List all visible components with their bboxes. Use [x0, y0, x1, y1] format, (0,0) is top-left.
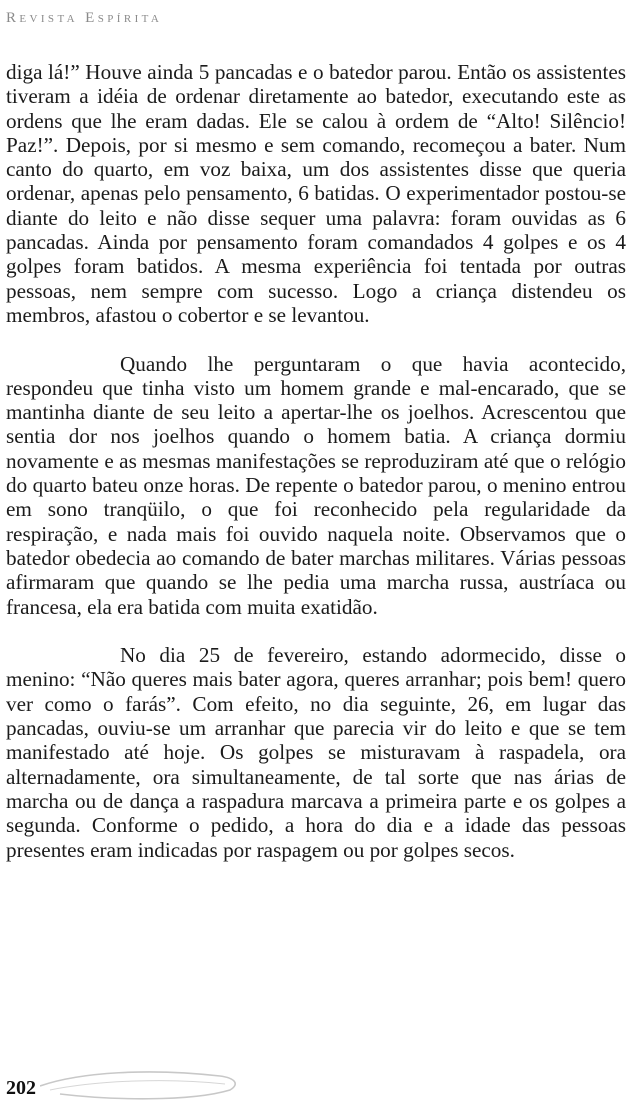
decorative-swoosh-icon [40, 1066, 240, 1102]
page-number: 202 [6, 1077, 36, 1099]
running-header: Revista Espírita [6, 10, 163, 26]
paragraph-3: No dia 25 de fevereiro, estando adormecido, disse o menino: “Não queres mais bater agora, queres arranhar; pois bem! quero ver como o farás”. Com efeito, no dia seguinte, 26, em lugar das pancadas, ouviu-se um arranhar que parecia vir do leito e que se tem manifestado até hoje. Os golpes se misturavam à raspadela, ora alternadamente, ora simultaneamente, de tal sorte que nas árias de marcha ou de dança a raspadura marcava a primeira parte e os golpes a segunda. Conforme o pedido, a hora do dia e a idade das pessoas presentes eram indicadas por raspagem ou por golpes secos. [6, 643, 626, 862]
body-text [6, 60, 626, 862]
paragraph-2: Quando lhe perguntaram o que havia acontecido, respondeu que tinha visto um homem grande e mal-encarado, que se mantinha diante de seu leito a apertar-lhe os joelhos. Acrescentou que sentia dor nos joelhos quando o homem batia. A criança dormiu novamente e as mesmas manifestações se reproduziram até que o relógio do quarto bateu onze horas. De repente o batedor parou, o menino entrou em sono tranqüilo, o que foi reconhecido pela regularidade da respiração, e nada mais foi ouvido naquela noite. Observamos que o batedor obedecia ao comando de bater marchas militares. Várias pessoas afirmaram que quando se lhe pedia uma marcha russa, austríaca ou francesa, ela era batida com muita exatidão. [6, 351, 626, 619]
paragraph-1: diga lá!” Houve ainda 5 pancadas e o batedor parou. Então os assistentes tiveram a idéia de ordenar diretamente ao batedor, executando este as ordens que lhe eram dadas. Ele se calou à ordem de “Alto! Silêncio! Paz!”. Depois, por si mesmo e sem comando, recomeçou a bater. Num canto do quarto, em voz baixa, um dos assistentes disse que queria ordenar, apenas pelo pensamento, 6 batidas. O experimentador postou-se diante do leito e não disse sequer uma palavra: foram ouvidas as 6 pancadas. Ainda por pensamento foram comandados 4 golpes e os 4 golpes foram batidos. A mesma experiência foi tentada por outras pessoas, nem sempre com sucesso. Logo a criança distendeu os membros, afastou o cobertor e se levantou. [6, 60, 626, 327]
page-footer [0, 1060, 632, 1104]
